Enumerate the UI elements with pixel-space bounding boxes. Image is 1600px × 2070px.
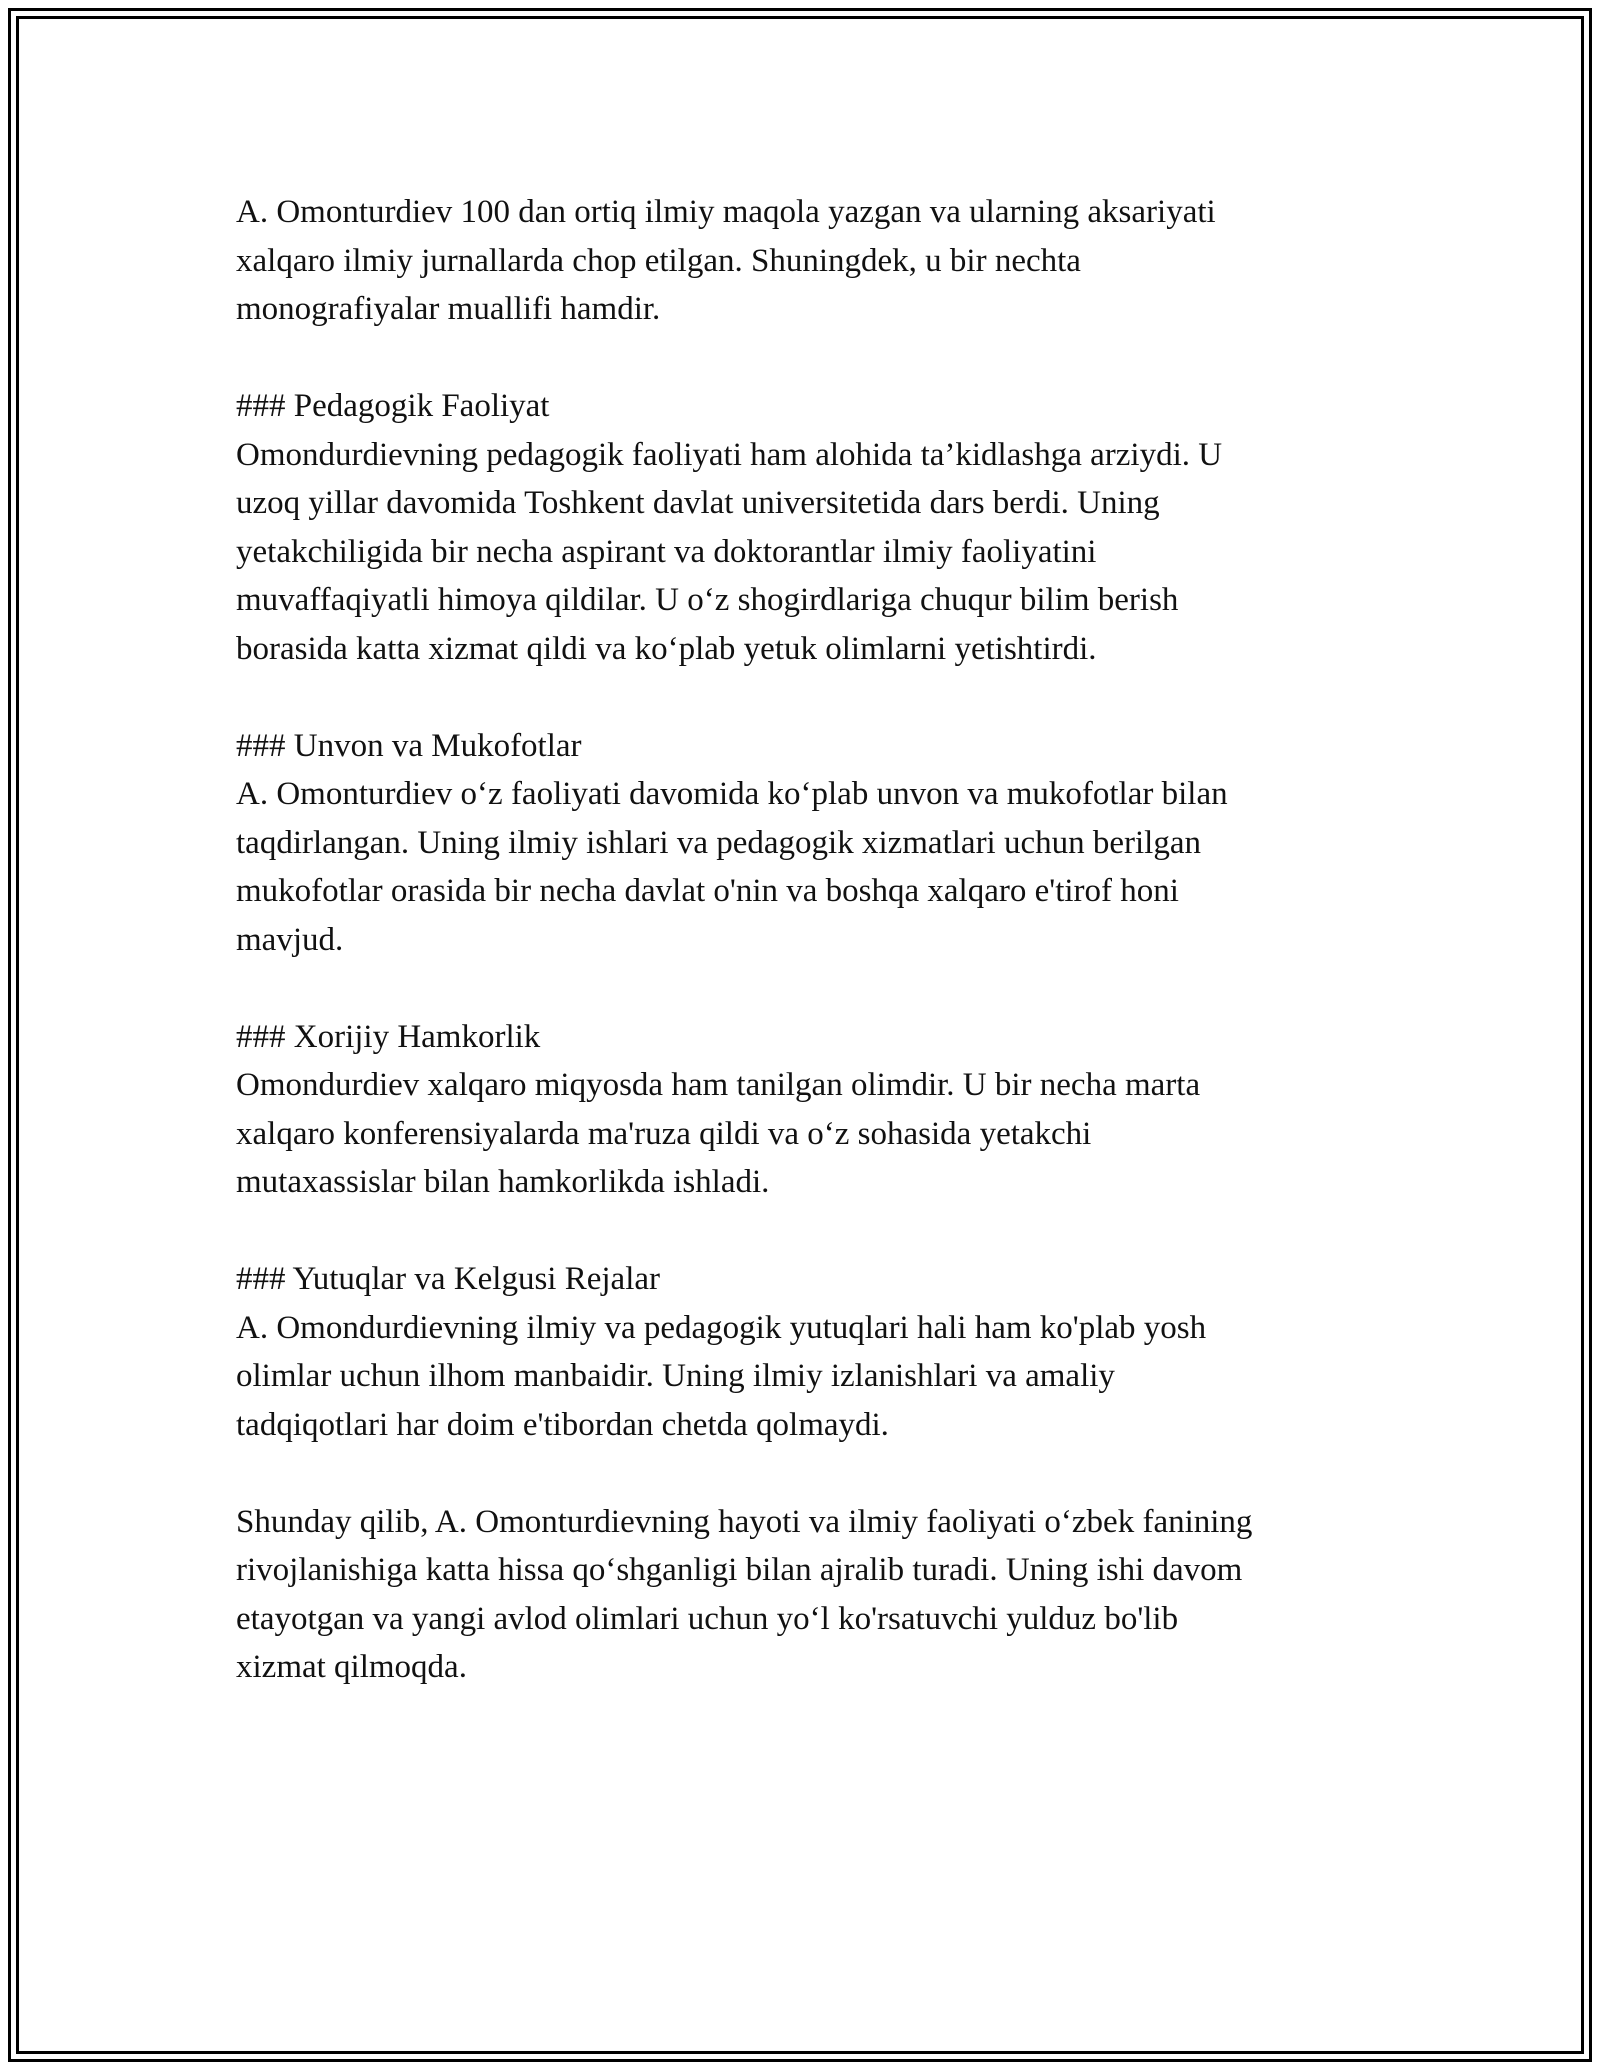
conclusion-paragraph: Shunday qilib, A. Omonturdievning hayoti va ilmiy faoliyati o‘zbek fanining rivojlanishiga katta hissa qo‘shganligi bilan ajralib turadi. Uning ishi davom etayotgan va yangi avlod olimlari uchun yo‘l ko'rsatuvchi yulduz bo'lib xizmat qilmoqda. xyxy=(236,1503,1253,1685)
section-heading-unvon-va-mukofotlar: ### Unvon va Mukofotlar xyxy=(236,727,582,764)
intro-paragraph: A. Omonturdiev 100 dan ortiq ilmiy maqola yazgan va ularning aksariyati xalqaro ilmiy jurnallarda chop etilgan. Shuningdek, u bir nechta monografiyalar muallifi hamdir. xyxy=(236,194,1216,327)
section-body-unvon-va-mukofotlar: A. Omonturdiev o‘z faoliyati davomida ko‘plab unvon va mukofotlar bilan taqdirlangan. Uning ilmiy ishlari va pedagogik xizmatlari uchun berilgan mukofotlar orasida bir necha davlat o'nin va boshqa xalqaro e'tirof honi mavjud. xyxy=(236,776,1228,958)
section-heading-pedagogik-faoliyat: ### Pedagogik Faoliyat xyxy=(236,388,550,424)
paragraph-gap xyxy=(236,1207,1386,1256)
document-body xyxy=(236,188,1386,1692)
section-body-xorijiy-hamkorlik: Omondurdiev xalqaro miqyosda ham tanilgan olimdir. U bir necha marta xalqaro konferensiyalarda ma'ruza qildi va o‘z sohasida yetakchi mutaxassislar bilan hamkorlikda ishladi. xyxy=(236,1067,1201,1200)
section-heading-xorijiy-hamkorlik: ### Xorijiy Hamkorlik xyxy=(236,1018,541,1055)
section-heading-yutuqlar: ### Yutuqlar va Kelgusi Rejalar xyxy=(236,1261,661,1297)
paragraph-gap xyxy=(236,964,1386,1013)
paragraph-gap xyxy=(236,1449,1386,1498)
paragraph-gap xyxy=(236,673,1386,722)
section-body-yutuqlar: A. Omondurdievning ilmiy va pedagogik yutuqlari hali ham ko'plab yosh olimlar uchun ilhom manbaidir. Uning ilmiy izlanishlari va amaliy tadqiqotlari har doim e'tibordan chetda qolmaydi. xyxy=(236,1309,1207,1443)
section-body-pedagogik-faoliyat: Omondurdievning pedagogik faoliyati ham alohida ta’kidlashga arziydi. U uzoq yillar davomida Toshkent davlat universitetida dars berdi. Uning yetakchiligida bir necha aspirant va doktorantlar ilmiy faoliyatini muvaffaqiyatli himoya qildilar. U o‘z shogirdlariga chuqur bilim berish borasida katta xizmat qildi va ko‘plab yetuk olimlarni yetishtirdi. xyxy=(236,436,1223,667)
paragraph-gap xyxy=(236,334,1386,383)
